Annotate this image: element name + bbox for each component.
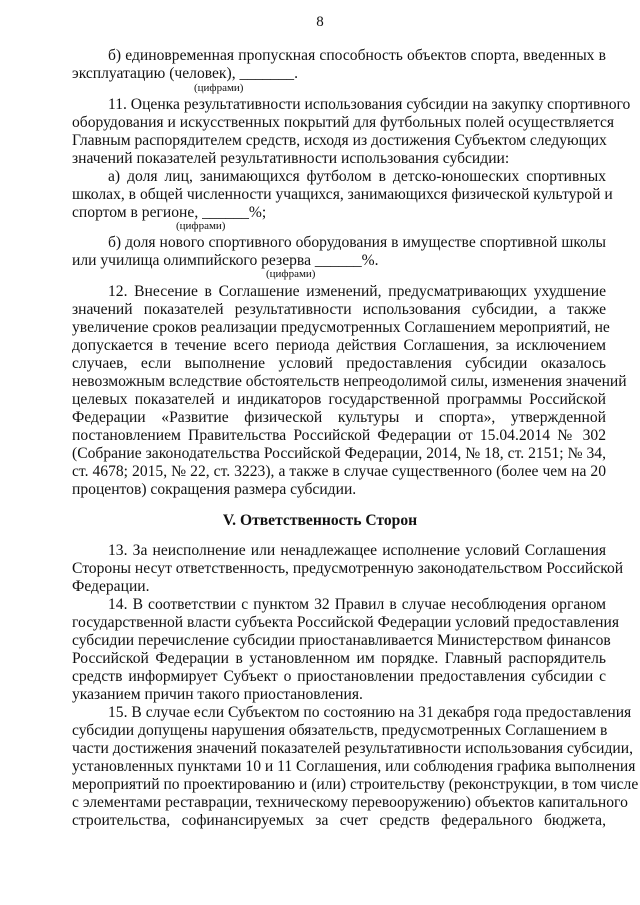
text-line: Главным распорядителем средств, исходя из достижения Субъектом следующих	[72, 132, 607, 149]
text-line: средств информирует Субъект о приостановлении предоставления субсидии с	[72, 668, 606, 685]
text-line: мероприятий по проектированию и (или) строительству (реконструкции, в том числе	[72, 776, 639, 793]
text-line: или училища олимпийского резерва ______%.	[72, 252, 379, 269]
text-line: субсидии перечисление субсидии приостанавливается Министерством финансов	[72, 632, 611, 649]
text-line: государственной власти субъекта Российской Федерации условий предоставления	[72, 614, 619, 631]
text-line: 15. В случае если Субъектом по состоянию на 31 декабря года предоставления	[108, 704, 632, 721]
text-line: части достижения значений показателей результативности использования субсидии,	[72, 740, 633, 757]
text-line: установленных пунктами 10 и 11 Соглашения, или соблюдения графика выполнения	[72, 758, 636, 775]
text-line: 14. В соответствии с пунктом 32 Правил в случае несоблюдения органом	[108, 596, 606, 613]
text-line: с элементами реставрации, техническому перевооружению) объектов капитального	[72, 794, 628, 811]
text-line: Федерации «Развитие физической культуры и спорта», утвержденной	[72, 409, 606, 426]
text-line: а) доля лиц, занимающихся футболом в детско-юношеских спортивных	[108, 168, 606, 185]
text-line: невозможным вследствие обстоятельств непреодолимой силы, изменения значений	[72, 373, 627, 390]
text-line: 12. Внесение в Соглашение изменений, предусматривающих ухудшение	[108, 283, 606, 300]
text-line: целевых показателей и индикаторов государственной программы Российской	[72, 391, 606, 408]
digits-note: (цифрами)	[266, 268, 316, 280]
page-number: 8	[316, 14, 324, 30]
text-line: оборудования и искусственных покрытий для футбольных полей осуществляется	[72, 114, 615, 131]
text-line: Федерации.	[72, 578, 150, 595]
text-line: постановлением Правительства Российской Федерации от 15.04.2014 № 302	[72, 427, 606, 444]
section-heading: V. Ответственность Сторон	[222, 512, 418, 529]
text-line: процентов) сокращения размера субсидии.	[72, 481, 357, 498]
text-line: спортом в регионе, ______%;	[72, 204, 267, 221]
digits-note: (цифрами)	[176, 220, 226, 232]
text-line: случаев, если выполнение условий предоставления субсидии оказалось	[72, 355, 606, 372]
text-line: школах, в общей численности учащихся, занимающихся физической культурой и	[72, 186, 613, 203]
text-line: б) единовременная пропускная способность объектов спорта, введенных в	[108, 47, 606, 64]
text-line: допускается в течение всего периода действия Соглашения, за исключением	[72, 337, 606, 354]
text-line: значений показателей результативности использования субсидии:	[72, 150, 510, 167]
text-line: значений показателей результативности использования субсидии, а также	[72, 301, 606, 318]
text-line: строительства, софинансируемых за счет средств федерального бюджета,	[72, 812, 606, 829]
text-line: увеличение сроков реализации предусмотренных Соглашением мероприятий, не	[72, 319, 610, 336]
text-line: субсидии допущены нарушения обязательств, предусмотренных Соглашением в	[72, 722, 608, 739]
text-line: Стороны несут ответственность, предусмотренную законодательством Российской	[72, 560, 624, 577]
text-line: Российской Федерации в установленном им порядке. Главный распорядитель	[72, 650, 606, 667]
text-line: эксплуатацию (человек), _______.	[72, 65, 298, 82]
digits-note: (цифрами)	[194, 82, 244, 94]
text-line: 11. Оценка результативности использования субсидии на закупку спортивного	[108, 96, 631, 113]
text-line: указанием причин такого приостановления.	[72, 686, 363, 703]
text-line: ст. 4678; 2015, № 22, ст. 3223), а также в случае существенного (более чем на 20	[72, 463, 606, 480]
text-line: (Собрание законодательства Российской Федерации, 2014, № 18, ст. 2151; № 34,	[72, 445, 606, 462]
text-line: 13. За неисполнение или ненадлежащее исполнение условий Соглашения	[108, 542, 606, 559]
text-line: б) доля нового спортивного оборудования в имуществе спортивной школы	[108, 234, 606, 251]
